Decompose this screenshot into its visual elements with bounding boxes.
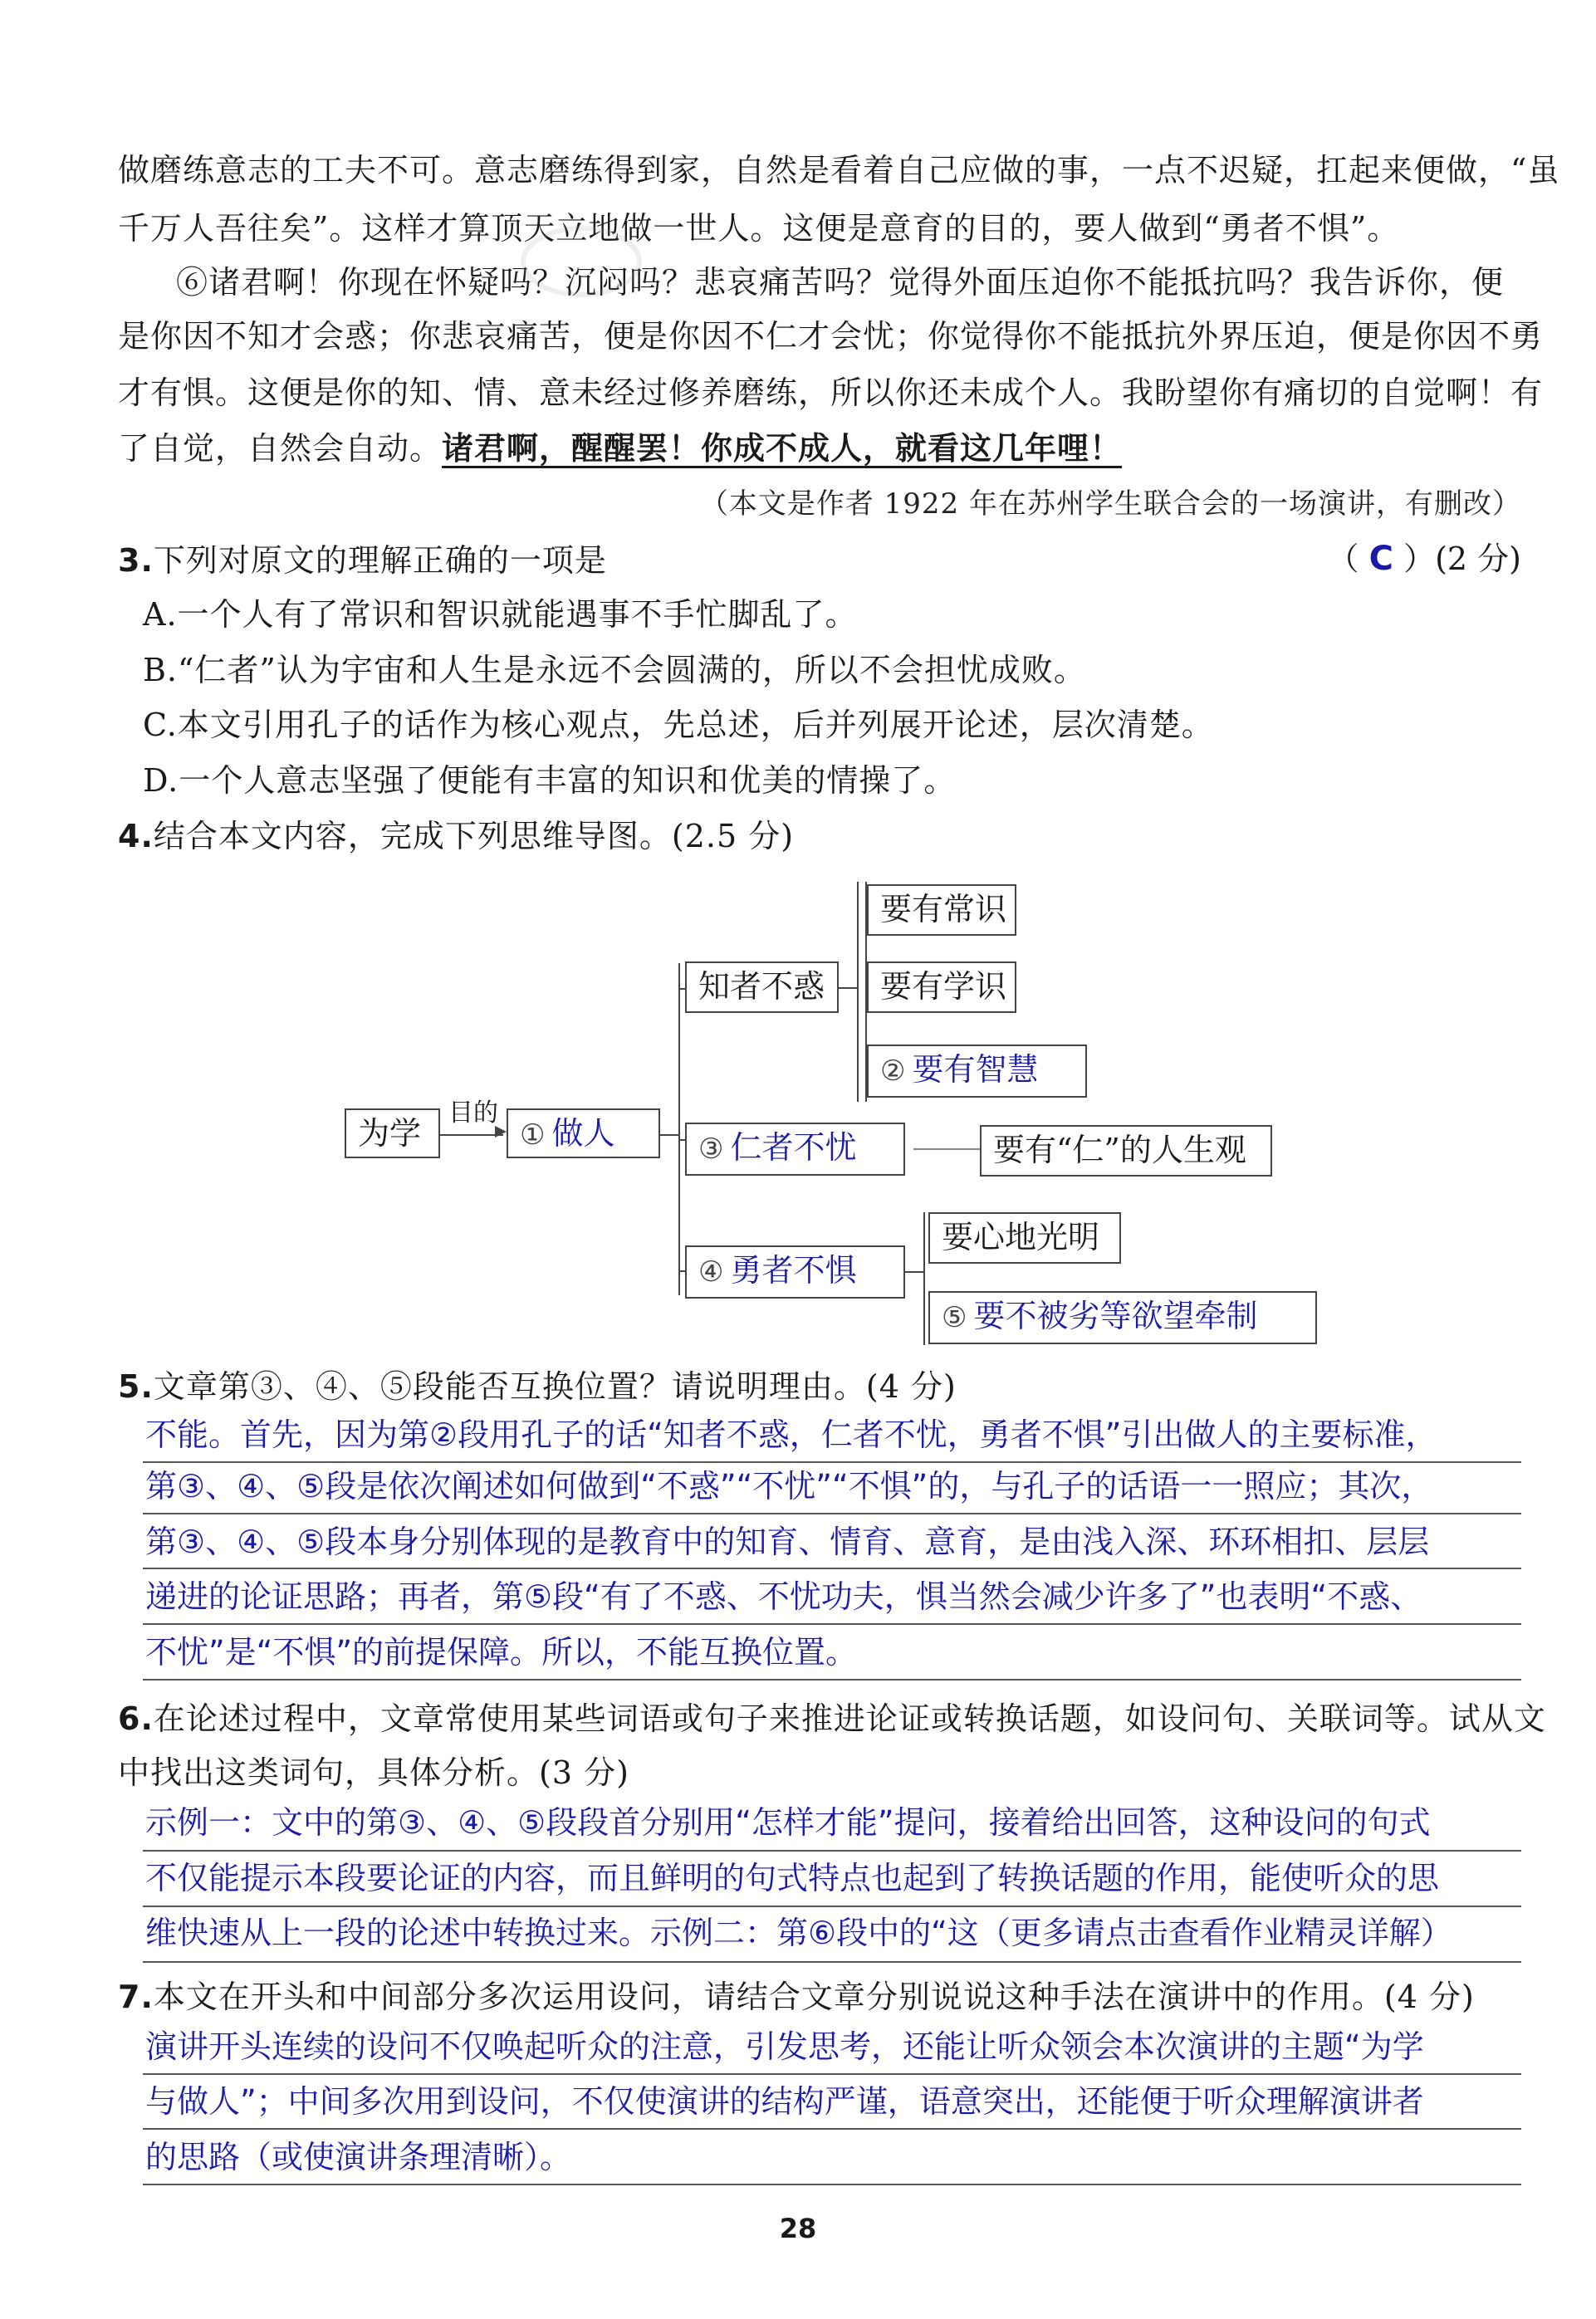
blank-marker: ③ [698,1133,724,1166]
passage-line: 是你因不知才会惑；你悲哀痛苦，便是你因不仁才会忧；你觉得你不能抵抗外界压迫，便是你因不勇 [118,318,1544,355]
answer-line: 不忧”是“不惧”的前提保障。所以，不能互换位置。 [145,1634,858,1671]
bracket-close: ）(2 分) [1393,541,1521,577]
answer-line: 示例一：文中的第③、④、⑤段段首分别用“怎样才能”提问，接着给出回答，这种设问的句式 [145,1804,1431,1841]
mindmap-branch-knowledge: 知者不惑 [685,961,839,1013]
option-a: A.一个人有了常识和智识就能遇事不手忙脚乱了。 [143,596,858,633]
mindmap-leaf-blank [928,1291,1317,1344]
mindmap-root: 为学 [345,1108,440,1158]
passage-line: ⑥诸君啊！你现在怀疑吗？沉闷吗？悲哀痛苦吗？觉得外面压迫你不能抵抗吗？我告诉你，便 [176,264,1505,301]
question-6-stem [118,1698,1546,1739]
question-text: 结合本文内容，完成下列思维导图。(2.5 分) [153,818,795,854]
blank-answer[interactable]: 要不被劣等欲望牵制 [973,1298,1258,1334]
connector [660,1134,678,1136]
connector [923,1212,925,1345]
answer-line: 的思路（或使演讲条理清晰）。 [145,2139,572,2175]
passage-line: 千万人吾往矣”。这样才算顶天立地做一世人。这便是意育的目的，要人做到“勇者不惧”。 [118,210,1400,247]
question-text: 文章第③、④、⑤段能否互换位置？请说明理由。(4 分) [153,1368,957,1405]
option-b: B.“仁者”认为宇宙和人生是永远不会圆满的，所以不会担忧成败。 [143,652,1086,688]
source-note: （本文是作者 1922 年在苏州学生联合会的一场演讲，有删改） [699,487,1521,521]
answer-bracket [1328,538,1521,580]
bracket-open: （ [1327,541,1369,577]
connector [905,1271,923,1273]
blank-marker: ① [520,1118,546,1152]
answer-rule [143,1461,1521,1463]
answer-rule [143,1961,1521,1963]
blank-marker: ⑤ [942,1301,967,1334]
question-5-stem [118,1366,1530,1407]
passage-line: 做磨练意志的工夫不可。意志磨练得到家，自然是看着自己应做的事，一点不迟疑，扛起来便做，“虽 [118,152,1560,188]
question-number: 3. [118,542,154,579]
question-number: 4. [118,818,154,854]
mindmap-branch-benevolence [685,1123,905,1176]
connector [839,987,857,989]
question-text: 本文在开头和中间部分多次运用设问，请结合文章分别说说这种手法在演讲中的作用。(4 分) [153,1979,1475,2015]
blank-answer[interactable]: 勇者不惧 [730,1252,857,1289]
mindmap-leaf: 要有“仁”的人生观 [980,1125,1272,1177]
question-3-stem [118,540,1530,581]
blank-marker: ④ [698,1255,724,1289]
answer-line[interactable]: 维快速从上一段的论述中转换过来。示例二：第⑥段中的“这（更多请点击查看作业精灵详解） [145,1915,1452,1951]
blank-marker: ② [880,1054,906,1088]
option-d: D.一个人意志坚强了便能有丰富的知识和优美的情操了。 [143,762,957,799]
connector [857,882,859,1102]
question-text: 在论述过程中，文章常使用某些词语或句子来推进论证或转换话题，如设问句、关联词等。试从文 [153,1700,1546,1737]
blank-answer[interactable]: 做人 [551,1115,615,1152]
answer-rule [143,1850,1521,1852]
arrow-label: 目的 [448,1098,498,1128]
mindmap-leaf: 要有学识 [867,961,1016,1013]
answer-line: 不仅能提示本段要论证的内容，而且鲜明的句式特点也起到了转换话题的作用，能使听众的思 [145,1860,1440,1896]
mindmap-leaf-blank [867,1045,1087,1098]
answer-line: 第③、④、⑤段是依次阐述如何做到“不惑”“不忧”“不惧”的，与孔子的话语一一照应；其次， [145,1468,1433,1504]
mindmap-node-1 [507,1108,660,1158]
question-number: 7. [118,1979,154,2015]
connector [678,963,680,1295]
answer-rule [143,2184,1521,2185]
answer-rule [143,2073,1521,2075]
answer-line: 第③、④、⑤段本身分别体现的是教育中的知育、情育、意育，是由浅入深、环环相扣、层层 [145,1524,1430,1560]
question-number: 6. [118,1700,154,1737]
highlighted-sentence: 诸君啊，醒醒罢！你成不成人，就看这几年哩！ [442,429,1123,467]
answer-rule [143,2128,1521,2130]
passage-line [118,428,1530,469]
connector [913,1148,980,1150]
answer-rule [143,1513,1521,1514]
watermark-icon [515,216,648,307]
question-7-stem [118,1976,1530,2018]
blank-answer[interactable]: 要有智慧 [912,1051,1039,1088]
passage-line: 才有惧。这便是你的知、情、意未经过修养磨练，所以你还未成个人。我盼望你有痛切的自觉啊！有 [118,374,1544,411]
question-6-stem-cont: 中找出这类词句，具体分析。(3 分) [118,1754,629,1791]
page-number: 28 [779,2213,817,2244]
question-4-stem [118,815,1530,857]
answer-line: 递进的论证思路；再者，第⑤段“有了不惑、不忧功夫，惧当然会减少许多了”也表明“不惑、 [145,1578,1422,1615]
answer-line: 不能。首先，因为第②段用孔子的话“知者不惑，仁者不忧，勇者不惧”引出做人的主要标准， [145,1416,1437,1453]
question-number: 5. [118,1368,154,1405]
mindmap-leaf: 要有常识 [867,884,1016,936]
arrow-line [440,1134,503,1136]
answer-line: 演讲开头连续的设问不仅唤起听众的注意，引发思考，还能让听众领会本次演讲的主题“为学 [145,2028,1424,2065]
passage-text: 了自觉，自然会自动。 [118,430,443,467]
answer-rule [143,1679,1521,1681]
answer-line: 与做人”；中间多次用到设问，不仅使演讲的结构严谨，语意突出，还能便于听众理解演讲者 [145,2083,1424,2120]
answer-rule [143,1623,1521,1625]
choice-answer[interactable]: C [1368,540,1393,578]
blank-answer[interactable]: 仁者不忧 [730,1129,857,1166]
question-text: 下列对原文的理解正确的一项是 [153,542,607,579]
option-c: C.本文引用孔子的话作为核心观点，先总述，后并列展开论述，层次清楚。 [143,707,1214,743]
answer-rule [143,1568,1521,1569]
mindmap-leaf: 要心地光明 [928,1212,1121,1264]
mindmap-branch-courage [685,1245,905,1299]
answer-rule [143,1906,1521,1907]
